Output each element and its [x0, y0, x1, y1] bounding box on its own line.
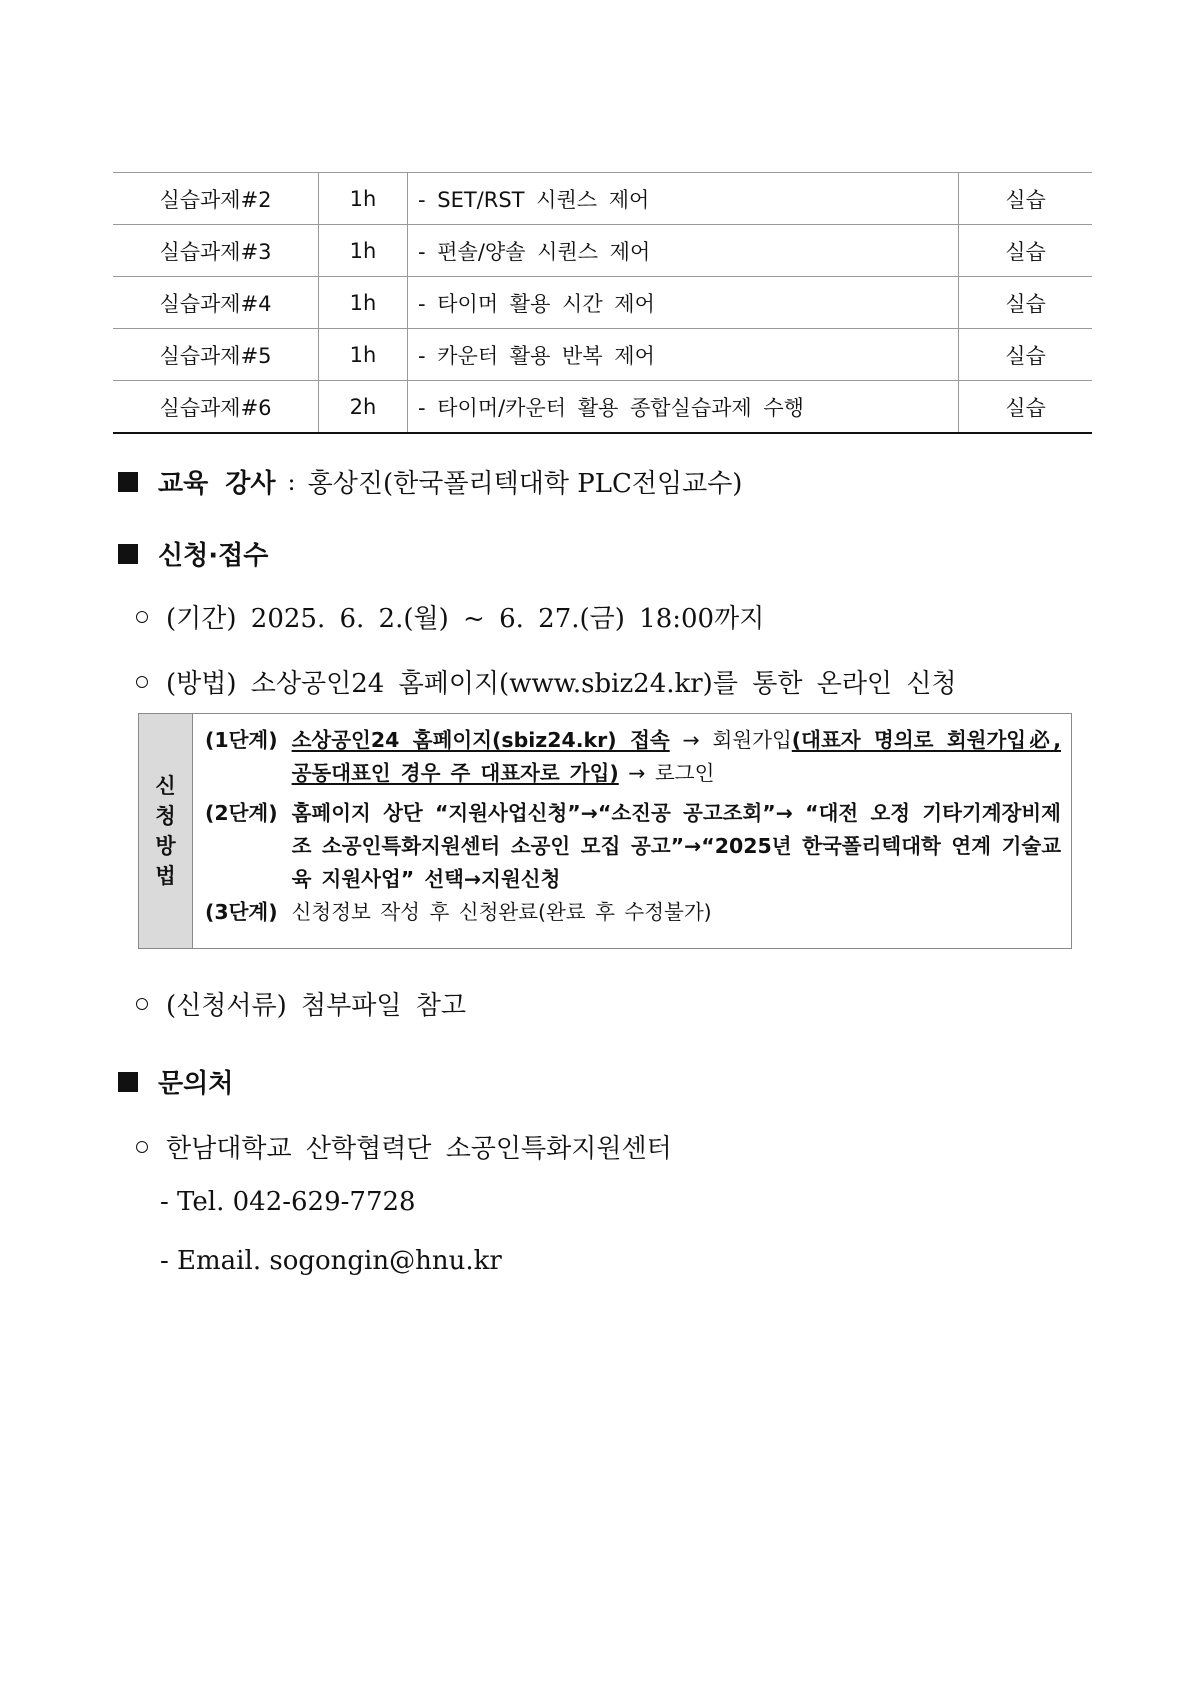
task-name-cell: 실습과제#6	[113, 381, 319, 434]
type-cell: 실습	[959, 173, 1093, 225]
task-name-cell: 실습과제#2	[113, 173, 319, 225]
step1-login: → 로그인	[618, 761, 715, 785]
method-label-char: 신	[155, 774, 176, 798]
contact-heading-label: 문의처	[158, 1069, 234, 1099]
application-method-box	[138, 713, 1072, 949]
method-step-1	[205, 724, 1061, 790]
table-row	[113, 329, 1092, 381]
step-tag: (1단계)	[205, 728, 278, 752]
method-step-2	[205, 797, 1061, 896]
square-bullet-icon	[118, 1072, 138, 1092]
type-cell: 실습	[959, 381, 1093, 434]
step-tag: (2단계)	[205, 801, 278, 825]
square-bullet-icon	[118, 472, 138, 492]
description-cell: - 편솔/양솔 시퀀스 제어	[408, 225, 959, 277]
application-heading	[118, 535, 268, 572]
hours-cell: 1h	[319, 173, 408, 225]
hours-cell: 2h	[319, 381, 408, 434]
type-cell: 실습	[959, 329, 1093, 381]
application-documents-text: (신청서류) 첨부파일 참고	[166, 991, 466, 1021]
hours-cell: 1h	[319, 277, 408, 329]
circle-bullet-icon	[136, 1141, 148, 1153]
table-row	[113, 277, 1092, 329]
method-label-char: 법	[155, 864, 176, 888]
contact-tel: - Tel. 042-629-7728	[160, 1187, 416, 1217]
type-cell: 실습	[959, 225, 1093, 277]
circle-bullet-icon	[136, 611, 148, 623]
task-name-cell: 실습과제#4	[113, 277, 319, 329]
instructor-name: 홍상진(한국폴리텍대학 PLC전임교수)	[307, 469, 743, 499]
step1-signup-note: (대표자 명의로 회원가입必, 공동대표인 경우 주 대표자로 가입)	[291, 728, 1062, 785]
instructor-separator: :	[287, 467, 296, 496]
curriculum-table	[113, 172, 1092, 434]
method-box-body	[193, 714, 1071, 948]
step-text: 홈페이지 상단 “지원사업신청”→“소진공 공고조회”→ “대전 오정 기타기계장비제조 소공인특화지원센터 소공인 모집 공고”→“2025년 한국폴리텍대학 연계 기술교육 지원사업” 선택→지원신청	[291, 801, 1061, 891]
task-name-cell: 실습과제#3	[113, 225, 319, 277]
description-cell: - 타이머/카운터 활용 종합실습과제 수행	[408, 381, 959, 434]
method-step-3	[205, 896, 1061, 929]
contact-email: - Email. sogongin@hnu.kr	[160, 1246, 502, 1276]
method-box-label	[139, 714, 193, 948]
description-cell: - SET/RST 시퀀스 제어	[408, 173, 959, 225]
table-row	[113, 381, 1092, 434]
task-name-cell: 실습과제#5	[113, 329, 319, 381]
description-cell: - 카운터 활용 반복 제어	[408, 329, 959, 381]
application-period	[136, 598, 764, 635]
contact-org	[136, 1128, 672, 1165]
step1-signup: → 회원가입	[669, 728, 792, 752]
circle-bullet-icon	[136, 676, 148, 688]
application-period-text: (기간) 2025. 6. 2.(월) ~ 6. 27.(금) 18:00까지	[166, 604, 765, 634]
method-label-char: 방	[155, 834, 176, 858]
application-method-text: (방법) 소상공인24 홈페이지(www.sbiz24.kr)를 통한 온라인 신청	[166, 669, 957, 699]
table-row	[113, 173, 1092, 225]
step-tag: (3단계)	[205, 900, 278, 924]
step-text	[292, 724, 1061, 790]
step1-site-link: 소상공인24 홈페이지(sbiz24.kr) 접속	[291, 728, 670, 752]
contact-heading	[118, 1063, 233, 1100]
contact-org-text: 한남대학교 산학협력단 소공인특화지원센터	[166, 1134, 672, 1164]
application-heading-label: 신청·접수	[158, 541, 269, 571]
application-documents	[136, 985, 466, 1022]
instructor-heading	[118, 463, 742, 500]
table-row	[113, 225, 1092, 277]
circle-bullet-icon	[136, 998, 148, 1010]
application-method	[136, 663, 957, 700]
step-text: 신청정보 작성 후 신청완료(완료 후 수정불가)	[291, 900, 712, 924]
description-cell: - 타이머 활용 시간 제어	[408, 277, 959, 329]
method-label-char: 청	[155, 804, 176, 828]
instructor-label: 교육 강사	[158, 469, 276, 499]
type-cell: 실습	[959, 277, 1093, 329]
hours-cell: 1h	[319, 329, 408, 381]
hours-cell: 1h	[319, 225, 408, 277]
square-bullet-icon	[118, 544, 138, 564]
